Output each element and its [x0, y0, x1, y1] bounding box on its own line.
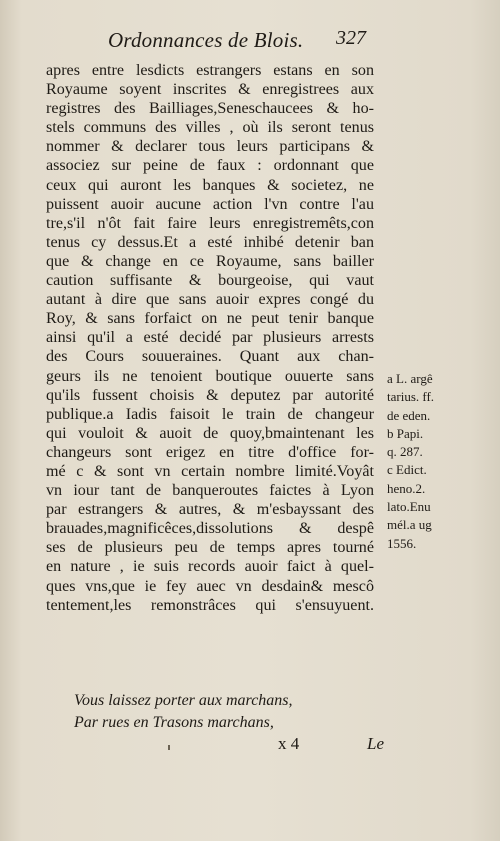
text-line: qui vouloit & auoit de quoy,bmaintenant les — [46, 424, 374, 442]
margin-note: a L. argê — [387, 371, 433, 386]
text-line: des Cours souueraines. Quant aux chan- — [46, 348, 374, 366]
running-title: Ordonnances de Blois. — [108, 28, 304, 52]
text-line: apres entre lesdicts estrangers estans en son — [46, 62, 374, 79]
text-line: tre,s'il n'ôt fait faire leurs enregistremêts,con — [46, 214, 374, 232]
margin-note: de eden. — [387, 407, 431, 423]
margin-note: 1556. — [387, 535, 417, 551]
margin-note: q. 287. — [387, 444, 423, 460]
margin-note: b Papi. — [387, 425, 424, 441]
catchword: Le — [367, 734, 384, 753]
text-line: ainsi qu'il a esté decidé par plusieurs arrests — [46, 329, 374, 347]
text-line: ses de plusieurs peu de temps apres tourné — [46, 539, 374, 557]
text-line: registres des Bailliages,Seneschaucees & ho- — [46, 100, 374, 118]
margin-note: heno.2. — [387, 480, 426, 496]
text-line: caution suffisante & bourgeoise, qui vaut — [46, 272, 374, 290]
text-line: puissent auoir aucune action l'vn contre l'au — [46, 195, 374, 213]
main-text-block — [46, 61, 374, 615]
text-line: publique.a Iadis faisoit le train de changeur — [46, 405, 374, 423]
text-line: nommer & declarer tous leurs participans & — [46, 138, 374, 156]
text-line: geurs ils ne tenoient boutique ouuerte sans — [46, 367, 374, 385]
running-head — [0, 26, 500, 52]
text-line: tentement,les remonstrâces qui s'ensuyuent. — [46, 596, 374, 614]
text-line: brauades,magnificêces,dissolutions & despê — [46, 520, 374, 538]
page-number: 327 — [336, 27, 366, 49]
text-line: autant à dire que sans auoir expres congé du — [46, 291, 374, 309]
margin-note: mél.a ug — [387, 517, 432, 533]
margin-note: c Edict. — [387, 462, 427, 478]
text-line: qu'ils fussent choisis & deputez par autorité — [46, 386, 374, 404]
verse-line: Vous laissez porter aux marchans, — [74, 692, 293, 709]
text-line: ques vns,que ie fey auec vn desdain& mescô — [46, 577, 374, 595]
margin-notes — [387, 370, 467, 553]
text-line: vn iour tant de banqueroutes faictes à Lyon — [46, 482, 374, 500]
verse-block — [74, 690, 293, 734]
text-line: changeurs sont erigez en titre d'office for- — [46, 443, 374, 461]
verse-line: Par rues en Trasons marchans, — [74, 714, 274, 731]
text-line: associez sur peine de faux : ordonnant que — [46, 157, 374, 175]
text-line: ceux qui auront les banques & societez, ne — [46, 176, 374, 194]
text-line: stels communs des villes , où ils seront tenus — [46, 119, 374, 137]
text-line: en nature , ie suis records auoir faict à quel- — [46, 558, 374, 576]
page-footer — [0, 734, 500, 758]
text-line: mé c & sont vn certain nombre limité.Voyât — [46, 462, 374, 480]
text-line: Roy, & sans forfaict on ne peut tenir banque — [46, 310, 374, 328]
text-line: par estrangers & autres, & m'esbayssant des — [46, 501, 374, 519]
text-line: tenus cy dessus.Et a esté inhibé detenir ban — [46, 233, 374, 251]
margin-note: lato.Enu — [387, 499, 431, 515]
margin-note: tarius. ff. — [387, 389, 435, 405]
text-line: que & change en ce Royaume, sans bailler — [46, 252, 374, 270]
signature-mark: x 4 — [278, 734, 300, 753]
text-line: Royaume soyent inscrites & enregistrees aux — [46, 81, 374, 99]
